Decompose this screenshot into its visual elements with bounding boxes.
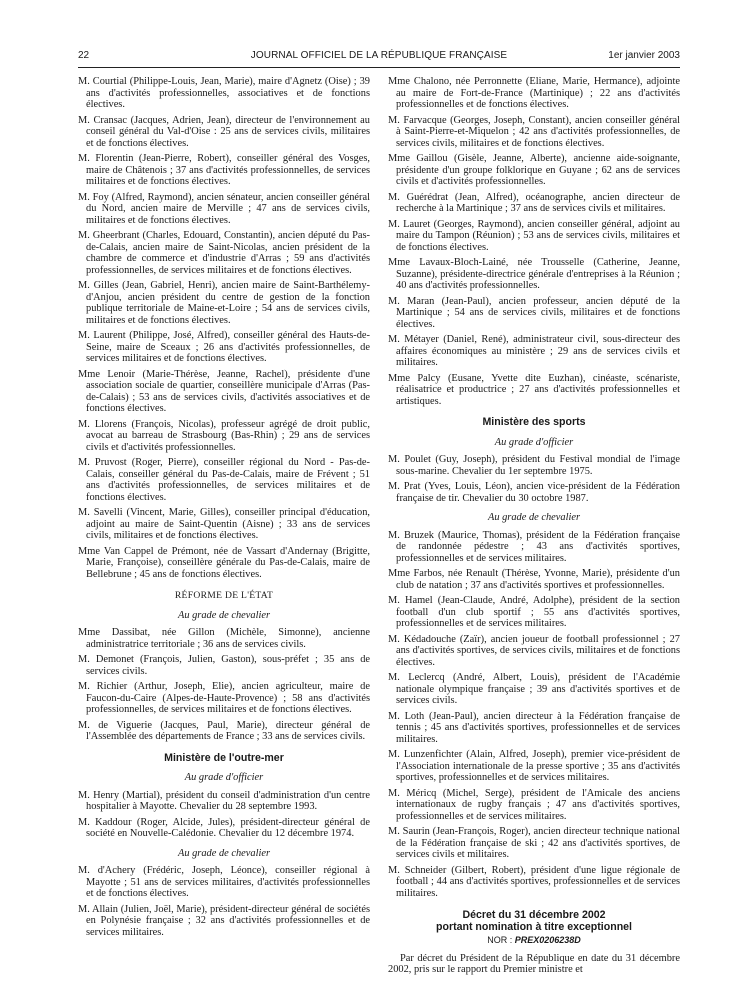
issue-date: 1er janvier 2003 — [608, 50, 680, 61]
list-item: M. Poulet (Guy, Joseph), président du Festival mondial de l'image sous-marine. Chevalier du 1er septembre 1975. — [388, 454, 680, 477]
list-item: M. Lauret (Georges, Raymond), ancien conseiller général, adjoint au maire du Tampon (Réunion) ; 53 ans de services civils, militaires et de fonctions électives. — [388, 218, 680, 253]
list-group — [388, 454, 680, 504]
list-item: M. Méricq (Michel, Serge), président de l'Amicale des anciens internationaux de rugby français ; 47 ans d'activités sportives, professionnelles et de services militaires. — [388, 787, 680, 822]
decree-title — [388, 909, 680, 933]
list-item: M. Laurent (Philippe, José, Alfred), conseiller général des Hauts-de-Seine, maire de Sceaux ; 26 ans d'activités professionnelles, de services militaires et de fonctions électives. — [78, 330, 370, 364]
list-item: M. Schneider (Gilbert, Robert), président d'une ligue régionale de football ; 44 ans d'activités sportives, professionnelles et de services militaires. — [388, 864, 680, 899]
list-item: M. Bruzek (Maurice, Thomas), président de la Fédération française de randonnée pédestre ; 43 ans d'activités sportives, professionnelles et de services militaires. — [388, 529, 680, 564]
list-item: M. Kédadouche (Zaïr), ancien joueur de football professionnel ; 27 ans d'activités sportives, de services civils, militaires et de fonctions électives. — [388, 633, 680, 668]
right-column — [388, 76, 680, 976]
left-column — [78, 76, 370, 942]
list-item: Mme Gaillou (Gisèle, Jeanne, Alberte), ancienne aide-soignante, présidente d'un groupe folklorique en Guyane ; 62 ans de services civils et d'activités professionnelles. — [388, 153, 680, 187]
list-item: M. Allain (Julien, Joël, Marie), président-directeur général de sociétés en Polynésie française ; 32 ans d'activités professionnelles et de services militaires. — [78, 903, 370, 938]
list-item: M. Lunzenfichter (Alain, Alfred, Joseph), premier vice-président de l'Association internationale de la presse sportive ; 35 ans d'activités sportives, professionnelles et de services militaires. — [388, 749, 680, 783]
list-item: M. Prat (Yves, Louis, Léon), ancien vice-président de la Fédération française de tir. Chevalier du 30 octobre 1987. — [388, 481, 680, 504]
list-item: M. Demonet (François, Julien, Gaston), sous-préfet ; 35 ans de services civils. — [78, 654, 370, 677]
grade-heading: Au grade de chevalier — [177, 609, 271, 621]
list-group — [388, 530, 680, 900]
list-item: M. d'Achery (Frédéric, Joseph, Léonce), conseiller régional à Mayotte ; 51 ans de services militaires, d'activités professionnelles et de fonctions électives. — [78, 865, 370, 899]
list-item: M. Gheerbrant (Charles, Edouard, Constantin), ancien député du Pas-de-Calais, ancien maire de Saint-Nicolas, ancien président de la chambre de commerce et d'industrie d'Arras ; 59 ans d'activités professionnelles, de services militaires et de fonctions électives. — [78, 230, 370, 276]
list-item: M. Maran (Jean-Paul), ancien professeur, ancien député de la Martinique ; 54 ans de services civils, militaires et de fonctions électives. — [388, 295, 680, 330]
list-item: M. Henry (Martial), président du conseil d'administration d'un centre hospitalier à Mayotte. Chevalier du 28 septembre 1993. — [78, 789, 370, 812]
list-item: M. Saurin (Jean-François, Roger), ancien directeur technique national de la Fédération française de ski ; 42 ans d'activités sportives, de services civils et militaires. — [388, 826, 680, 860]
list-item: Mme Farbos, née Renault (Thérèse, Yvonne, Marie), présidente d'un club de natation ; 37 ans d'activités sportives et professionnelles. — [388, 568, 680, 591]
list-group — [388, 76, 680, 407]
journal-title: JOURNAL OFFICIEL DE LA RÉPUBLIQUE FRANÇAISE — [250, 50, 508, 61]
grade-heading: Au grade d'officier — [184, 772, 264, 783]
list-item: Mme Dassibat, née Gillon (Michèle, Simonne), ancienne administratrice territoriale ; 36 ans de services civils. — [78, 627, 370, 650]
page-number: 22 — [78, 50, 90, 61]
list-item: Mme Van Cappel de Prémont, née de Vassart d'Andernay (Brigitte, Marie, Françoise), conseillère générale du Pas-de-Calais, maire de Bellebrune ; 45 ans de fonctions électives. — [78, 545, 370, 580]
list-item: M. Florentin (Jean-Pierre, Robert), conseiller général des Vosges, maire de Châtenois ; 37 ans d'activités professionnelles, de services militaires et de fonctions électives. — [78, 153, 370, 187]
list-item: M. Leclercq (André, Albert, Louis), président de l'Académie nationale olympique française ; 39 ans d'activités sportives et de services civils. — [388, 672, 680, 706]
grade-heading: Au grade d'officier — [494, 436, 574, 448]
list-group — [78, 76, 370, 580]
list-item: M. Kaddour (Roger, Alcide, Jules), président-directeur général de société en Nouvelle-Calédonie. Chevalier du 12 décembre 1974. — [78, 816, 370, 839]
section-heading-reforme: RÉFORME DE L'ÉTAT — [174, 590, 274, 601]
list-item: M. Cransac (Jacques, Adrien, Jean), directeur de l'environnement au conseil général du Val-d'Oise : 25 ans de services civils, militaires et de fonctions électives. — [78, 114, 370, 149]
list-item: M. Savelli (Vincent, Marie, Gilles), conseiller principal d'éducation, adjoint au maire de Saint-Quentin (Aisne) ; 33 ans de services civils, militaires et de fonctions électives. — [78, 507, 370, 541]
list-item: M. Hamel (Jean-Claude, André, Adolphe), président de la section football d'un club sportif ; 55 ans d'activités sportives, professionnelles et de services militaires. — [388, 595, 680, 629]
list-item: M. Llorens (François, Nicolas), professeur agrégé de droit public, avocat au barreau de Strasbourg (Bas-Rhin) ; 29 ans de services civils et d'activités professionnelles. — [78, 418, 370, 453]
nor-label: NOR : — [487, 935, 515, 945]
decree-title-line: Décret du 31 décembre 2002 — [462, 909, 606, 921]
grade-heading: Au grade de chevalier — [177, 847, 271, 859]
grade-heading: Au grade de chevalier — [487, 512, 581, 523]
list-group — [78, 865, 370, 938]
list-item: Mme Lenoir (Marie-Thérèse, Jeanne, Rachel), présidente d'une association sociale de quartier, conseillère municipale d'Arras (Pas-de-Calais) ; 53 ans de services civils, d'activités associatives et de fonctions électives. — [78, 368, 370, 414]
nor-code: PREX0206238D — [514, 935, 581, 945]
list-item: M. Richier (Arthur, Joseph, Elie), ancien agriculteur, maire de Faucon-du-Caire (Alpes-de-Haute-Provence) ; 58 ans d'activités professionnelles, de services militaires et de fonctions électives. — [78, 681, 370, 715]
nor-reference — [388, 935, 680, 947]
list-item: M. Foy (Alfred, Raymond), ancien sénateur, ancien conseiller général du Nord, ancien maire de Merville ; 47 ans de services civils, militaires et de fonctions électives. — [78, 191, 370, 226]
list-item: M. Courtial (Philippe-Louis, Jean, Marie), maire d'Agnetz (Oise) ; 39 ans d'activités professionnelles, associatives et de fonctions électives. — [78, 76, 370, 110]
list-item: M. Gilles (Jean, Gabriel, Henri), ancien maire de Saint-Barthélemy-d'Anjou, ancien président du centre de gestion de la fonction publique territoriale de Maine-et-Loire ; 54 ans de services civils, militaires et de fonctions électives. — [78, 280, 370, 326]
list-item: Mme Lavaux-Bloch-Lainé, née Trousselle (Catherine, Jeanne, Suzanne), présidente-directrice générale d'entreprises à la Réunion ; 40 ans d'activités professionnelles. — [388, 257, 680, 291]
list-item: M. Guérédrat (Jean, Alfred), océanographe, ancien directeur de recherche à la Martinique ; 37 ans de services civils et militaires. — [388, 191, 680, 214]
decree-title-line: portant nomination à titre exceptionnel — [436, 921, 632, 933]
decree-paragraph: Par décret du Président de la République en date du 31 décembre 2002, pris sur le rapport du Premier ministre et — [388, 952, 680, 975]
list-item: M. de Viguerie (Jacques, Paul, Marie), directeur général de l'Assemblée des départements de France ; 33 ans de services civils. — [78, 719, 370, 742]
list-item: M. Loth (Jean-Paul), ancien directeur à la Fédération française de tennis ; 45 ans d'activités sportives, professionnelles et de services militaires. — [388, 710, 680, 745]
list-item: M. Pruvost (Roger, Pierre), conseiller régional du Nord - Pas-de-Calais, conseiller général du Pas-de-Calais, maire de Frévent ; 51 ans d'activités professionnelles, de services militaires et de fonctions électives. — [78, 457, 370, 503]
header-rule — [78, 67, 680, 68]
list-item: Mme Chalono, née Perronnette (Eliane, Marie, Hermance), adjointe au maire de Fort-de-France (Martinique) ; 22 ans d'activités professionnelles et de fonctions électives. — [388, 76, 680, 110]
list-group — [78, 627, 370, 743]
list-item: M. Métayer (Daniel, René), administrateur civil, sous-directeur des affaires économiques au ministère ; 29 ans de services civils et militaires. — [388, 334, 680, 368]
section-heading-sports: Ministère des sports — [482, 416, 586, 428]
list-item: Mme Palcy (Eusane, Yvette dite Euzhan), cinéaste, scénariste, réalisatrice et productrice ; 27 ans d'activités professionnelles et artistiques. — [388, 372, 680, 407]
list-item: M. Farvacque (Georges, Joseph, Constant), ancien conseiller général à Saint-Pierre-et-Miquelon ; 42 ans d'activités professionnelles, de services civils, militaires et de fonctions électives. — [388, 114, 680, 149]
section-heading-outremer: Ministère de l'outre-mer — [164, 751, 284, 764]
page-header — [78, 50, 680, 66]
list-group — [78, 790, 370, 840]
